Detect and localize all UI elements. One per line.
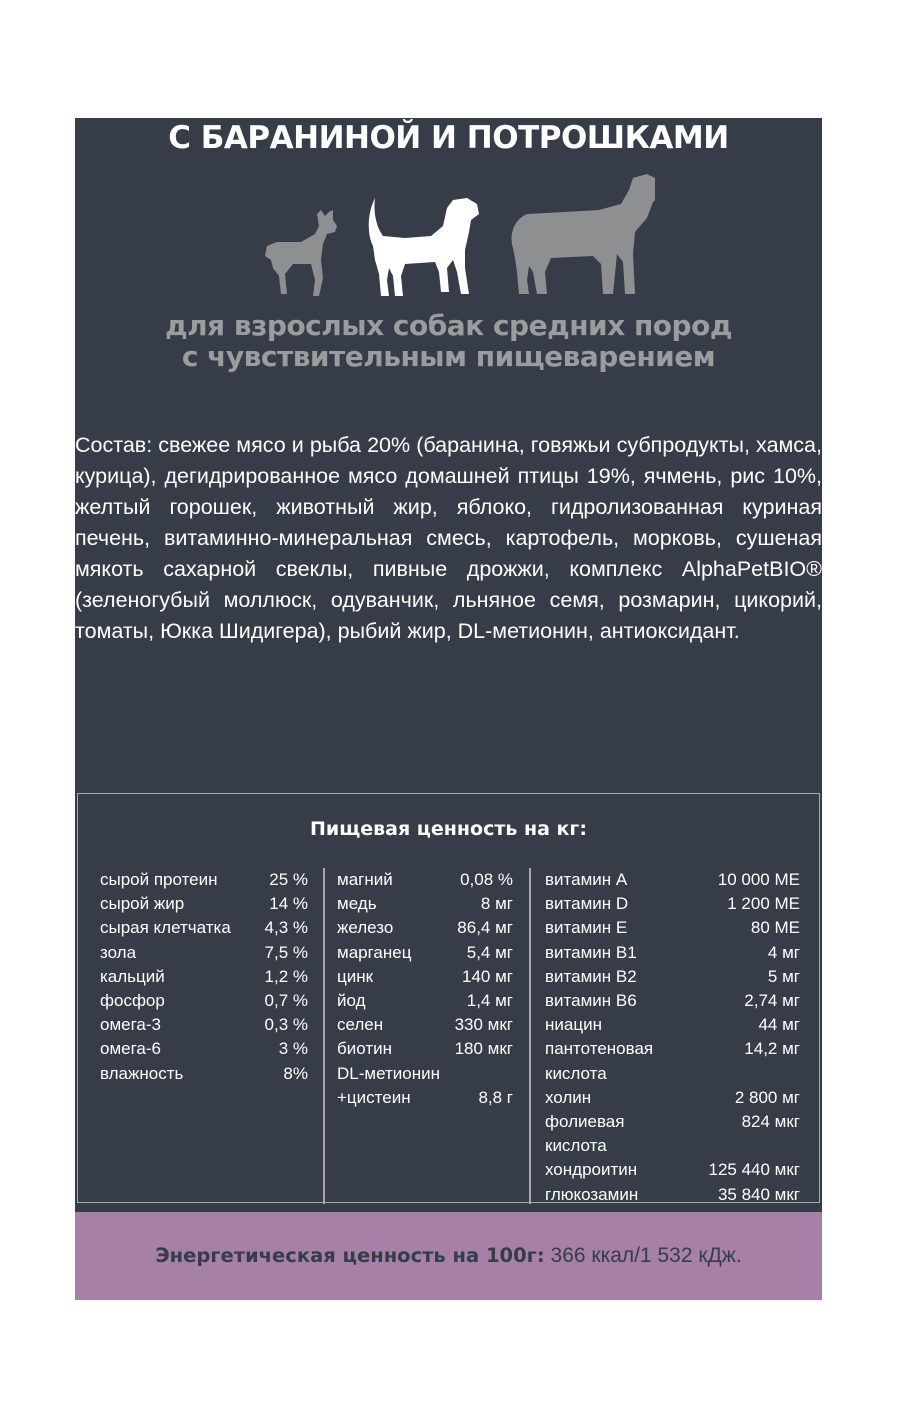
nutrient-name: биотин — [337, 1039, 392, 1059]
nutrient-row — [545, 1062, 800, 1086]
nutrient-value: 8,8 г — [478, 1087, 513, 1107]
nutrient-row — [545, 1037, 800, 1061]
nutrient-row — [545, 989, 800, 1013]
nutrient-value: 140 мг — [462, 966, 513, 986]
nutrient-name: магний — [337, 870, 393, 889]
nutrient-row — [337, 1037, 513, 1061]
nutrient-value: 125 440 мкг — [708, 1160, 800, 1180]
column-divider — [323, 868, 325, 1204]
nutrient-value: 5,4 мг — [466, 942, 513, 962]
nutrient-value: 2,74 мг — [744, 991, 800, 1011]
nutrient-value: 5 мг — [767, 966, 800, 986]
nutrient-name: фолиевая — [545, 1112, 625, 1132]
small-dog-icon — [265, 210, 337, 296]
nutrient-value: 3 % — [278, 1039, 308, 1059]
nutrient-name: железо — [337, 918, 394, 938]
nutrient-row — [337, 989, 513, 1013]
nutrient-value: 824 мкг — [741, 1112, 800, 1132]
dog-size-icons — [255, 168, 655, 308]
nutrient-name: кальций — [100, 966, 165, 986]
nutrient-value: 8 мг — [480, 894, 513, 914]
nutrient-row — [100, 892, 308, 916]
nutrient-value: 86,4 мг — [457, 918, 513, 938]
nutrient-row — [337, 1013, 513, 1037]
nutrient-name: витамин В2 — [545, 966, 637, 986]
nutrient-value: 4 мг — [767, 942, 800, 962]
nutrient-name: витамин В6 — [545, 991, 637, 1011]
nutrient-row — [545, 1158, 800, 1182]
nutrient-value: 1,2 % — [264, 966, 308, 986]
nutrient-name: цинк — [337, 966, 374, 986]
nutrient-name: кислота — [545, 1136, 607, 1156]
nutrient-name: пантотеновая — [545, 1039, 654, 1059]
nutrient-value: 25 % — [269, 870, 308, 889]
nutrient-row — [545, 1110, 800, 1134]
nutrient-value: 1 200 МЕ — [727, 894, 800, 914]
nutrient-row — [545, 941, 800, 965]
nutrient-name: витамин Е — [545, 918, 628, 938]
nutrient-name: глюкозамин — [545, 1184, 639, 1204]
target-audience — [75, 310, 822, 372]
nutrient-name: ниацин — [545, 1015, 602, 1035]
nutrient-name: влажность — [100, 1063, 184, 1083]
nutrient-value: 7,5 % — [264, 942, 308, 962]
energy-value: 366 ккал/1 532 кДж. — [550, 1244, 742, 1267]
nutrient-name: омега-6 — [100, 1039, 161, 1059]
nutrient-name: сырой протеин — [100, 870, 218, 889]
nutrient-row — [545, 1086, 800, 1110]
nutrient-value: 8% — [283, 1063, 308, 1083]
nutrient-row — [100, 868, 308, 892]
product-title: С БАРАНИНОЙ И ПОТРОШКАМИ — [168, 120, 729, 156]
nutrient-value: 10 000 МЕ — [717, 870, 800, 889]
nutrient-name: холин — [545, 1087, 592, 1107]
nutrition-table — [77, 793, 820, 1203]
nutrient-name: +цистеин — [337, 1087, 411, 1107]
subtitle-line-2: с чувствительным пищеварением — [181, 340, 716, 373]
medium-dog-icon — [369, 198, 479, 296]
nutrient-name: сырая клетчатка — [100, 918, 231, 938]
subtitle-line-1: для взрослых собак средних пород — [165, 309, 732, 342]
nutrient-row — [545, 916, 800, 940]
nutrient-row — [100, 1037, 308, 1061]
nutrient-name: омега-3 — [100, 1015, 161, 1035]
nutrient-row — [100, 989, 308, 1013]
nutrient-name: зола — [100, 942, 137, 962]
nutrient-name: витамин D — [545, 894, 629, 914]
nutrient-row — [545, 892, 800, 916]
nutrition-title: Пищевая ценность на кг: — [310, 818, 587, 840]
energy-label: Энергетическая ценность на 100г: — [155, 1244, 545, 1267]
nutrient-row — [337, 941, 513, 965]
nutrient-value: 1,4 мг — [466, 991, 513, 1011]
nutrient-row — [337, 916, 513, 940]
nutrient-value: 0,7 % — [264, 991, 308, 1011]
large-dog-icon — [512, 174, 655, 294]
nutrient-row — [337, 892, 513, 916]
nutrient-name: витамин А — [545, 870, 628, 889]
energy-value-band — [75, 1212, 822, 1300]
nutrient-name: DL-метионин — [337, 1063, 440, 1083]
nutrition-column-2 — [337, 868, 513, 1110]
nutrient-name: селен — [337, 1015, 384, 1035]
nutrient-value: 4,3 % — [264, 918, 308, 938]
nutrient-name: медь — [337, 894, 377, 914]
nutrient-row — [100, 941, 308, 965]
nutrient-name: сырой жир — [100, 894, 185, 914]
nutrient-row — [337, 1086, 513, 1110]
column-divider — [529, 868, 531, 1204]
nutrient-row — [545, 1134, 800, 1158]
nutrient-value: 180 мкг — [454, 1039, 513, 1059]
nutrient-row — [100, 965, 308, 989]
nutrient-name: фосфор — [100, 991, 165, 1011]
nutrient-value: 2 800 мг — [734, 1087, 800, 1107]
composition-text: Состав: свежее мясо и рыба 20% (баранина, говяжьи субпродукты, хамса, курица), дегидрированное мясо домашней птицы 19%, ячмень, рис 10%, желтый горошек, животный жир, яблоко, гидролизованная куриная печень, витаминно-минеральная смесь, картофель, морковь, сушеная мякоть сахарной свеклы, пивные дрожжи, комплекс AlphaPetBIO® (зеленогубый моллюск, одуванчик, льняное семя, розмарин, цикорий, томаты, Юкка Шидигера), рыбий жир, DL-метионин, антиоксидант. — [75, 433, 822, 643]
nutrient-row — [100, 1013, 308, 1037]
nutrient-row — [545, 1013, 800, 1037]
nutrient-name: марганец — [337, 942, 412, 962]
nutrient-name: кислота — [545, 1063, 607, 1083]
nutrient-row — [337, 868, 513, 892]
nutrient-value: 14,2 мг — [744, 1039, 800, 1059]
nutrient-row — [100, 916, 308, 940]
nutrition-column-1 — [100, 868, 308, 1086]
nutrient-row — [545, 965, 800, 989]
nutrient-value: 35 840 мкг — [717, 1184, 800, 1204]
nutrient-row — [545, 868, 800, 892]
nutrient-row — [100, 1062, 308, 1086]
nutrient-value: 14 % — [269, 894, 308, 914]
nutrient-row — [337, 1062, 513, 1086]
nutrient-row — [337, 965, 513, 989]
nutrient-value: 0,3 % — [264, 1015, 308, 1035]
nutrient-name: витамин В1 — [545, 942, 637, 962]
product-info-panel — [75, 118, 822, 1300]
nutrition-column-3 — [545, 868, 800, 1207]
nutrient-value: 0,08 % — [460, 870, 513, 889]
nutrient-value: 80 МЕ — [750, 918, 800, 938]
energy-value-text — [75, 1212, 822, 1300]
nutrient-row — [545, 1183, 800, 1207]
nutrient-name: йод — [337, 991, 366, 1011]
nutrient-name: хондроитин — [545, 1160, 638, 1180]
nutrient-value: 330 мкг — [454, 1015, 513, 1035]
nutrient-value: 44 мг — [758, 1015, 800, 1035]
